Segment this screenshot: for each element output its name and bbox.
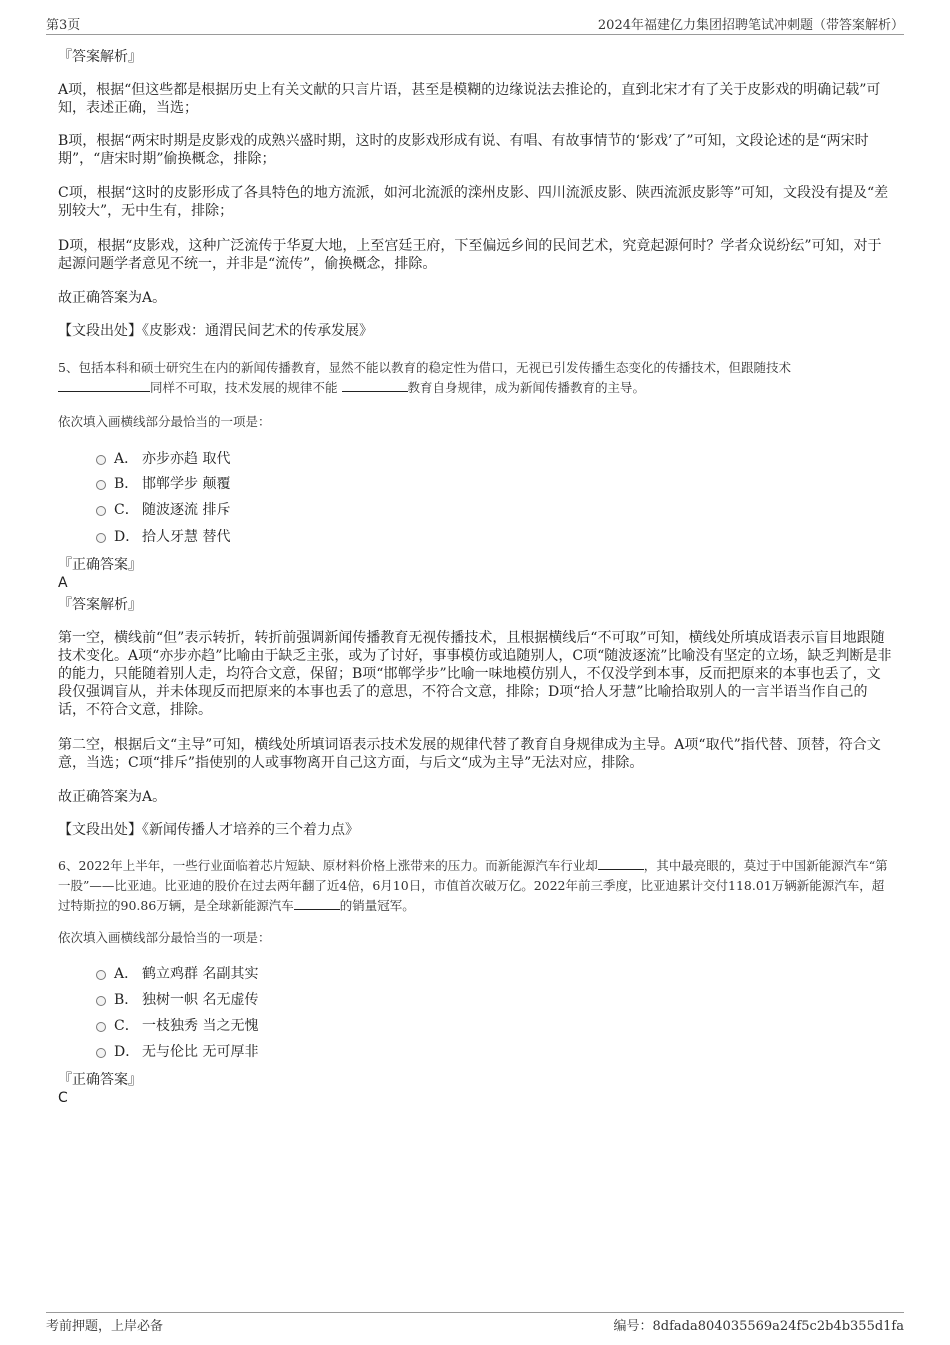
radio-icon[interactable] [96, 506, 106, 516]
radio-icon[interactable] [96, 1022, 106, 1032]
question-6-prompt: 依次填入画横线部分最恰当的一项是： [58, 930, 271, 945]
fill-blank [294, 897, 340, 910]
conclusion: 故正确答案为A。 [58, 789, 167, 805]
question-6-option-b[interactable]: B． 独树一帜 名无虚传 [96, 991, 258, 1009]
footer-slogan: 考前押题，上岸必备 [46, 1319, 164, 1334]
radio-icon[interactable] [96, 533, 106, 543]
analysis-label: 『答案解析』 [58, 49, 142, 65]
analysis-paragraph-c: C项，根据“这时的皮影形成了各具特色的地方流派，如河北流派的滦州皮影、四川流派皮影、陕西流派皮影等”可知，文段没有提及“差别较大”，无中生有，排除； [58, 185, 889, 219]
question-5-option-c[interactable]: C． 随波逐流 排斥 [96, 501, 230, 519]
analysis-paragraph-b: B项，根据“两宋时期是皮影戏的成熟兴盛时期，这时的皮影戏形成有说、有唱、有故事情节的‘影戏’了”可知，文段论述的是“两宋时期”，“唐宋时期”偷换概念，排除； [58, 133, 869, 167]
analysis-paragraph-a: A项，根据“但这些都是根据历史上有关文献的只言片语，甚至是模糊的边缘说法去推论的，直到北宋才有了关于皮影戏的明确记载”可知，表述正确，当选； [58, 82, 881, 116]
document-code: 编号：8dfada804035569a24f5c2b4b355d1fa [613, 1319, 904, 1334]
fill-blank [342, 379, 408, 392]
question-6-option-a[interactable]: A． 鹤立鸡群 名副其实 [96, 965, 258, 983]
page-header [46, 14, 904, 35]
radio-icon[interactable] [96, 455, 106, 465]
question-5-option-d[interactable]: D． 拾人牙慧 替代 [96, 528, 230, 546]
document-title: 2024年福建亿力集团招聘笔试冲刺题（带答案解析） [597, 18, 904, 33]
radio-icon[interactable] [96, 996, 106, 1006]
question-6-stem: 6、2022年上半年，一些行业面临着芯片短缺、原材料价格上涨带来的压力。而新能源汽车行业却 ，其中最亮眼的，莫过于中国新能源汽车“第一股”——比亚迪。比亚迪的股价在过去两年翻了近4倍，6月10日，市值首次破万亿。2022年前三季度，比亚迪累计交付118.01万辆新能源汽车，超过特斯拉的90.86万辆，是全球新能源汽车 的销量冠军。 [58, 858, 888, 913]
analysis-paragraph-1: 第一空，横线前“但”表示转折，转折前强调新闻传播教育无视传播技术，且根据横线后“不可取”可知，横线处所填成语表示盲目地跟随技术变化。A项“亦步亦趋”比喻由于缺乏主张，或为了讨好，事事模仿或追随别人，C项“随波逐流”比喻没有坚定的立场，缺乏判断是非的能力，只能随着别人走，均符合文意，保留；B项“邯郸学步”比喻一味地模仿别人，不仅没学到本事，反而把原来的本事也丢了，文段仅强调盲从，并未体现反而把原来的本事也丢了的意思，不符合文意，排除；D项“拾人牙慧”比喻拾取别人的一言半语当作自己的话，不符合文意，排除。 [58, 630, 892, 718]
question-6-option-d[interactable]: D． 无与伦比 无可厚非 [96, 1043, 258, 1061]
analysis-paragraph-d: D项，根据“皮影戏，这种广泛流传于华夏大地，上至宫廷王府，下至偏远乡间的民间艺术，究竟起源何时？学者众说纷纭”可知，对于起源问题学者意见不统一，并非是“流传”，偷换概念，排除。 [58, 238, 882, 272]
conclusion: 故正确答案为A。 [58, 290, 167, 306]
correct-answer-label: 『正确答案』 [58, 557, 142, 573]
correct-answer: A [58, 575, 68, 591]
question-5-option-a[interactable]: A． 亦步亦趋 取代 [96, 450, 230, 468]
analysis-label: 『答案解析』 [58, 597, 142, 613]
radio-icon[interactable] [96, 1048, 106, 1058]
question-5-stem: 5、包括本科和硕士研究生在内的新闻传播教育，显然不能以教育的稳定性为借口，无视已引发传播生态变化的传播技术，但跟随技术 同样不可取，技术发展的规律不能 教育自身规律，成为新闻传播教育的主导。 [58, 360, 791, 395]
source-citation: 【文段出处】《皮影戏：通渭民间艺术的传承发展》 [58, 323, 373, 339]
fill-blank [58, 379, 150, 392]
question-5-option-b[interactable]: B． 邯郸学步 颠覆 [96, 475, 230, 493]
fill-blank [598, 857, 644, 870]
question-6-option-c[interactable]: C． 一枝独秀 当之无愧 [96, 1017, 258, 1035]
correct-answer: C [58, 1090, 68, 1106]
radio-icon[interactable] [96, 970, 106, 980]
analysis-paragraph-2: 第二空，根据后文“主导”可知，横线处所填词语表示技术发展的规律代替了教育自身规律成为主导。A项“取代”指代替、顶替，符合文意，当选；C项“排斥”指使别的人或事物离开自己这方面，与后文“成为主导”无法对应，排除。 [58, 737, 881, 771]
source-citation: 【文段出处】《新闻传播人才培养的三个着力点》 [58, 822, 359, 838]
question-5-prompt: 依次填入画横线部分最恰当的一项是： [58, 414, 271, 429]
page-number: 第3页 [46, 18, 81, 33]
correct-answer-label: 『正确答案』 [58, 1072, 142, 1088]
page-footer [46, 1312, 904, 1333]
radio-icon[interactable] [96, 480, 106, 490]
